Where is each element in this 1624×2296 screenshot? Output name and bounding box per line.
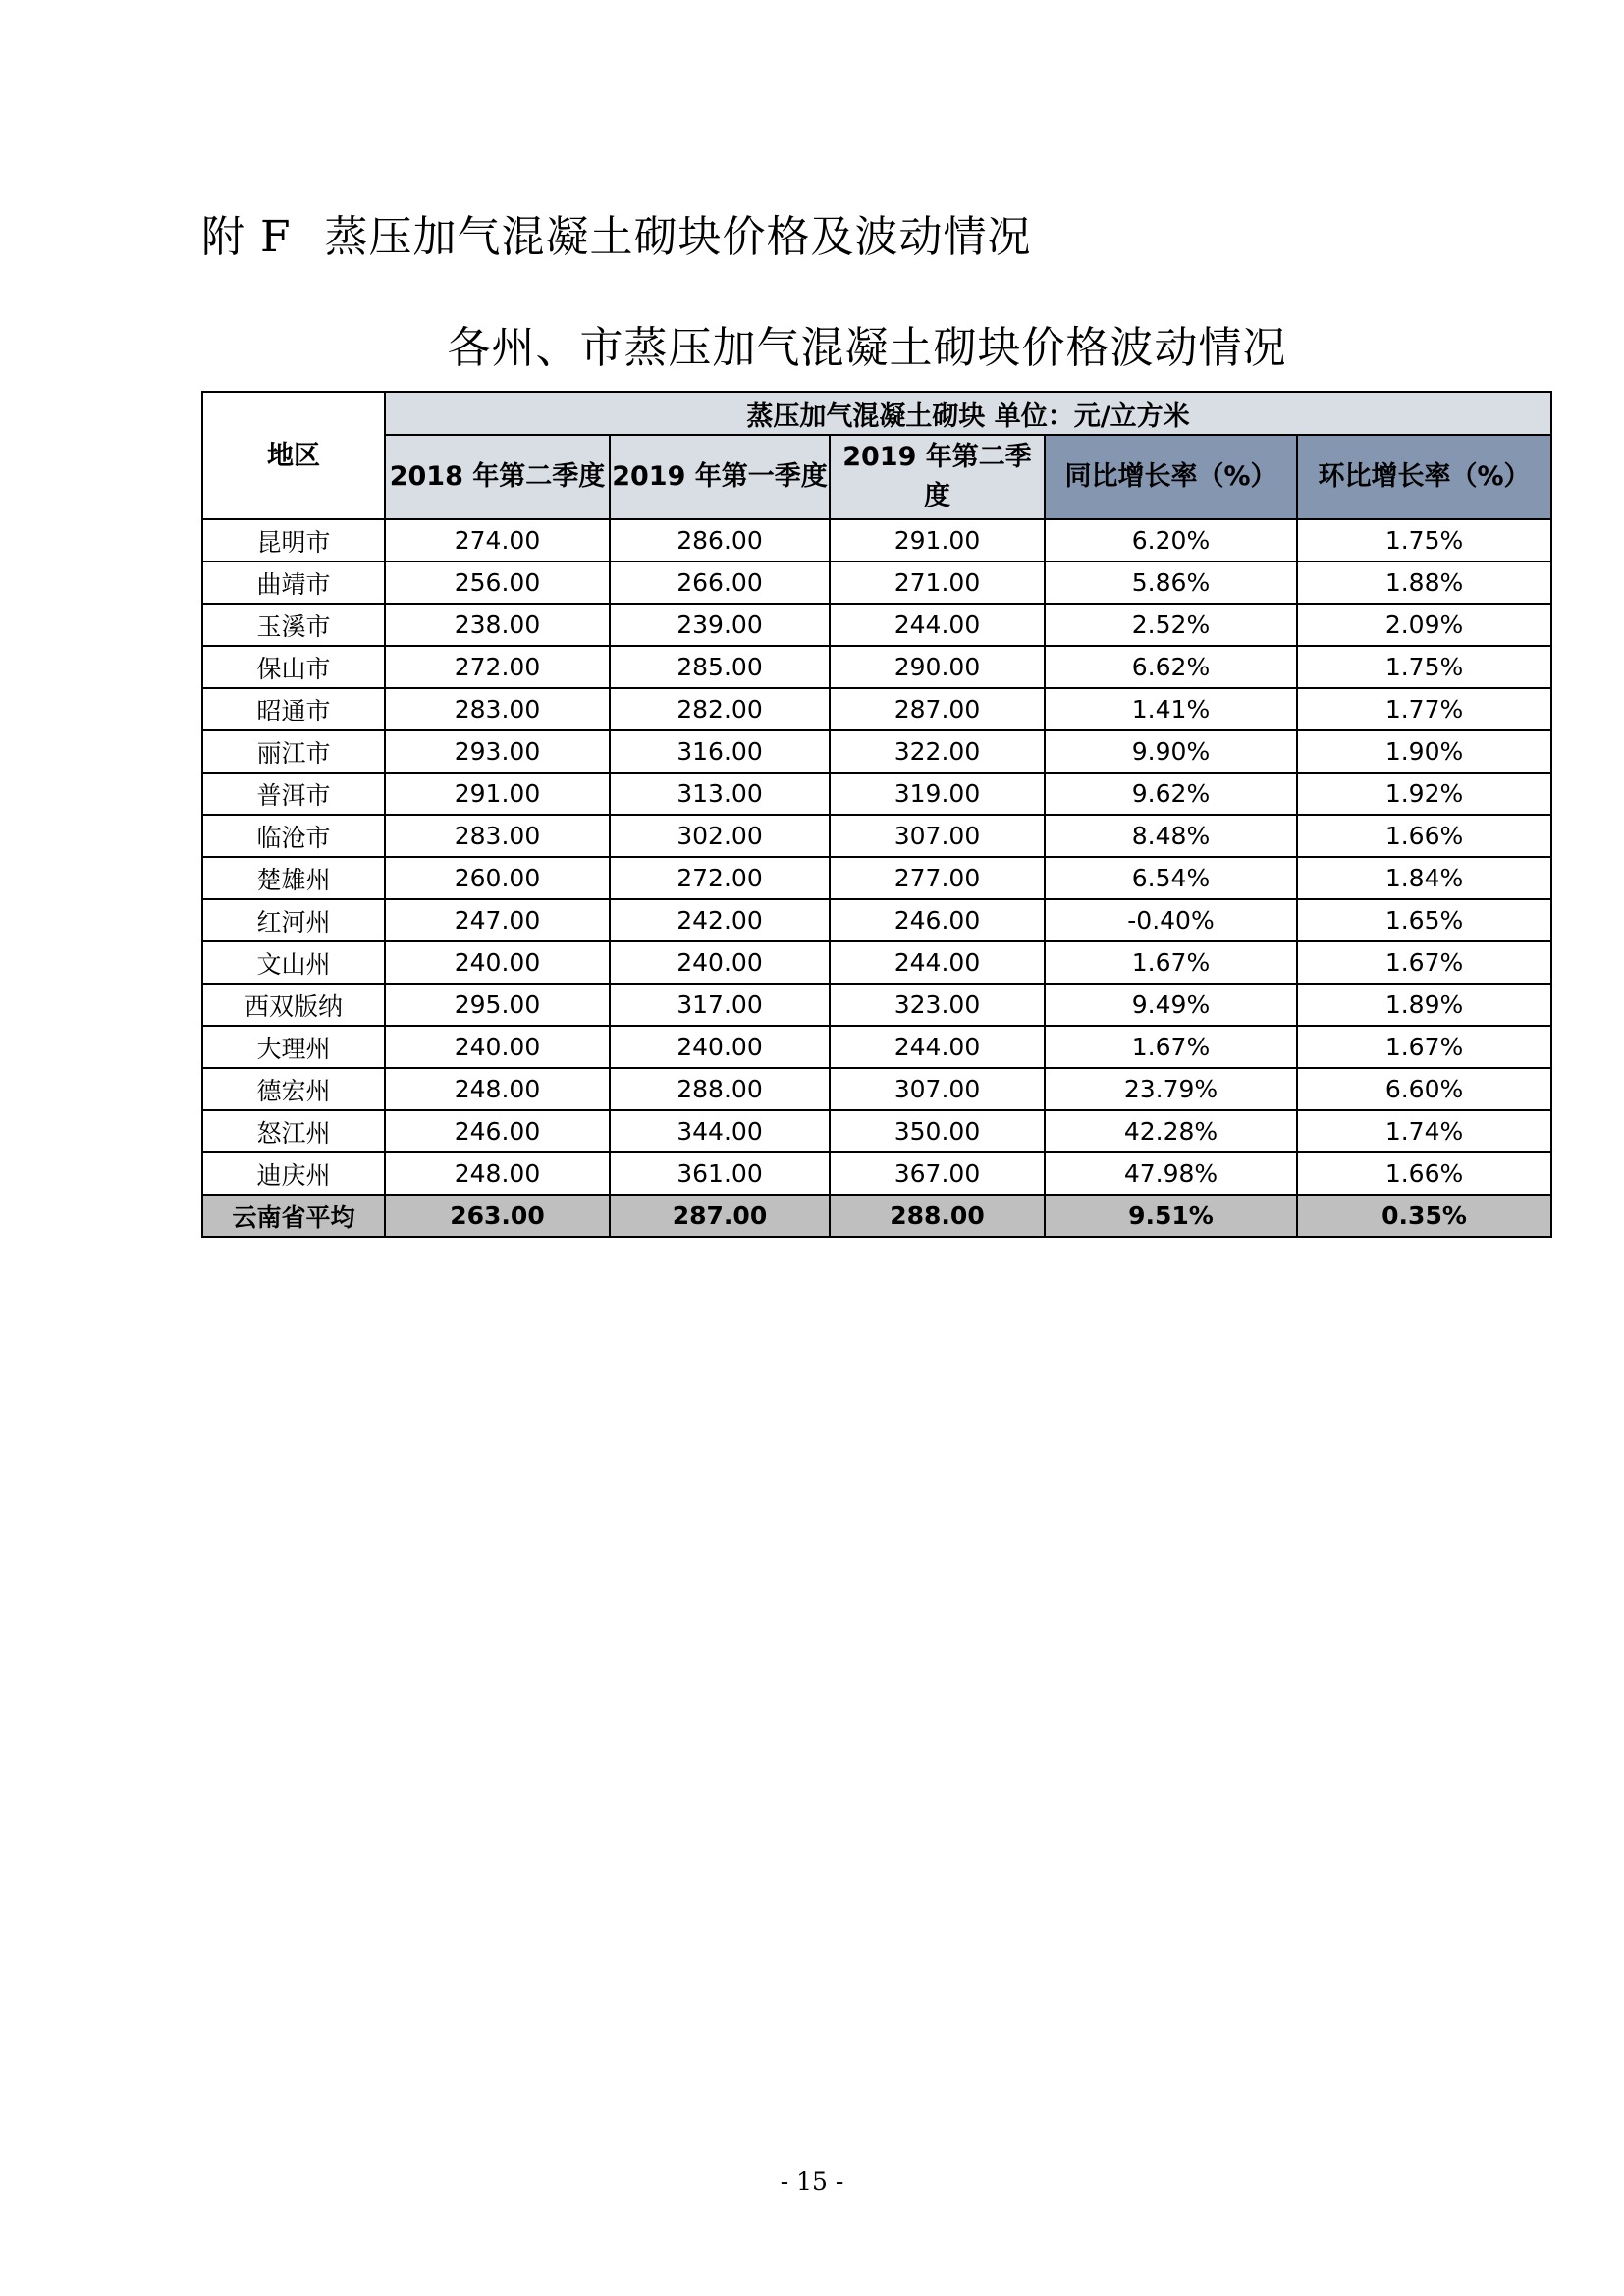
region-cell: 临沧市 — [202, 815, 385, 857]
qoq-rate-cell: 1.92% — [1297, 773, 1551, 815]
price-2018-q2-cell: 248.00 — [385, 1068, 610, 1110]
price-2019-q2-cell: 244.00 — [830, 604, 1045, 646]
qoq-rate-cell: 1.90% — [1297, 730, 1551, 773]
table-row — [202, 1068, 1551, 1110]
column-header-2019-q2: 2019 年第二季度 — [830, 435, 1045, 519]
qoq-rate-cell: 1.77% — [1297, 688, 1551, 730]
table-row — [202, 1110, 1551, 1152]
table-row — [202, 773, 1551, 815]
price-2019-q1-cell: 288.00 — [610, 1068, 830, 1110]
price-2018-q2-cell: 272.00 — [385, 646, 610, 688]
appendix-label: 附 F — [201, 212, 292, 262]
price-2019-q1-cell: 361.00 — [610, 1152, 830, 1195]
price-2018-q2-cell: 283.00 — [385, 688, 610, 730]
price-2019-q2-cell: 350.00 — [830, 1110, 1045, 1152]
average-qoq: 0.35% — [1297, 1195, 1551, 1237]
region-column-header: 地区 — [202, 392, 385, 519]
qoq-rate-cell: 2.09% — [1297, 604, 1551, 646]
yoy-rate-cell: -0.40% — [1045, 899, 1297, 941]
yoy-rate-cell: 6.62% — [1045, 646, 1297, 688]
table-row — [202, 688, 1551, 730]
column-header-2019-q1: 2019 年第一季度 — [610, 435, 830, 519]
table-row — [202, 730, 1551, 773]
price-2019-q2-cell: 244.00 — [830, 941, 1045, 984]
table-row — [202, 941, 1551, 984]
region-cell: 丽江市 — [202, 730, 385, 773]
price-2018-q2-cell: 246.00 — [385, 1110, 610, 1152]
table-row — [202, 857, 1551, 899]
table-body — [202, 519, 1551, 1195]
price-2019-q1-cell: 266.00 — [610, 561, 830, 604]
qoq-rate-cell: 1.84% — [1297, 857, 1551, 899]
price-2019-q1-cell: 286.00 — [610, 519, 830, 561]
price-2019-q1-cell: 242.00 — [610, 899, 830, 941]
price-2018-q2-cell: 240.00 — [385, 1026, 610, 1068]
yoy-rate-cell: 9.62% — [1045, 773, 1297, 815]
price-2019-q2-cell: 322.00 — [830, 730, 1045, 773]
page-number: - 15 - — [780, 2167, 844, 2196]
table-row — [202, 561, 1551, 604]
region-cell: 楚雄州 — [202, 857, 385, 899]
price-2019-q2-cell: 290.00 — [830, 646, 1045, 688]
yoy-rate-cell: 1.67% — [1045, 1026, 1297, 1068]
yoy-rate-cell: 9.49% — [1045, 984, 1297, 1026]
qoq-rate-cell: 1.67% — [1297, 1026, 1551, 1068]
table-row — [202, 815, 1551, 857]
yoy-rate-cell: 23.79% — [1045, 1068, 1297, 1110]
price-2019-q2-cell: 323.00 — [830, 984, 1045, 1026]
average-region: 云南省平均 — [202, 1195, 385, 1237]
price-2018-q2-cell: 240.00 — [385, 941, 610, 984]
price-2019-q1-cell: 313.00 — [610, 773, 830, 815]
price-2019-q1-cell: 302.00 — [610, 815, 830, 857]
region-cell: 昆明市 — [202, 519, 385, 561]
price-2018-q2-cell: 274.00 — [385, 519, 610, 561]
qoq-rate-cell: 1.89% — [1297, 984, 1551, 1026]
region-cell: 昭通市 — [202, 688, 385, 730]
column-header-qoq: 环比增长率（%） — [1297, 435, 1551, 519]
qoq-rate-cell: 1.88% — [1297, 561, 1551, 604]
table-caption-text: 各州、市蒸压加气混凝土砌块价格波动情况 — [447, 323, 1287, 373]
table-row — [202, 1152, 1551, 1195]
price-2019-q1-cell: 272.00 — [610, 857, 830, 899]
region-cell: 文山州 — [202, 941, 385, 984]
qoq-rate-cell: 6.60% — [1297, 1068, 1551, 1110]
price-2019-q2-cell: 287.00 — [830, 688, 1045, 730]
column-header-2018-q2: 2018 年第二季度 — [385, 435, 610, 519]
price-2019-q2-cell: 291.00 — [830, 519, 1045, 561]
qoq-rate-cell: 1.75% — [1297, 646, 1551, 688]
region-cell: 保山市 — [202, 646, 385, 688]
price-2019-q2-cell: 244.00 — [830, 1026, 1045, 1068]
price-2019-q2-cell: 319.00 — [830, 773, 1045, 815]
table-row — [202, 519, 1551, 561]
price-2019-q2-cell: 307.00 — [830, 815, 1045, 857]
appendix-title: 蒸压加气混凝土砌块价格及波动情况 — [324, 212, 1032, 262]
column-header-yoy: 同比增长率（%） — [1045, 435, 1297, 519]
price-2019-q1-cell: 240.00 — [610, 941, 830, 984]
price-2019-q1-cell: 285.00 — [610, 646, 830, 688]
price-2018-q2-cell: 256.00 — [385, 561, 610, 604]
yoy-rate-cell: 1.41% — [1045, 688, 1297, 730]
average-2019-q1: 287.00 — [610, 1195, 830, 1237]
region-cell: 玉溪市 — [202, 604, 385, 646]
region-cell: 大理州 — [202, 1026, 385, 1068]
price-2018-q2-cell: 247.00 — [385, 899, 610, 941]
price-2018-q2-cell: 283.00 — [385, 815, 610, 857]
qoq-rate-cell: 1.66% — [1297, 815, 1551, 857]
price-2019-q1-cell: 317.00 — [610, 984, 830, 1026]
yoy-rate-cell: 6.54% — [1045, 857, 1297, 899]
qoq-rate-cell: 1.75% — [1297, 519, 1551, 561]
yoy-rate-cell: 5.86% — [1045, 561, 1297, 604]
table-row — [202, 984, 1551, 1026]
region-cell: 西双版纳 — [202, 984, 385, 1026]
region-cell: 红河州 — [202, 899, 385, 941]
region-cell: 曲靖市 — [202, 561, 385, 604]
price-2019-q1-cell: 316.00 — [610, 730, 830, 773]
price-2019-q1-cell: 282.00 — [610, 688, 830, 730]
yoy-rate-cell: 1.67% — [1045, 941, 1297, 984]
average-2019-q2: 288.00 — [830, 1195, 1045, 1237]
yoy-rate-cell: 6.20% — [1045, 519, 1297, 561]
region-cell: 怒江州 — [202, 1110, 385, 1152]
table-caption — [0, 312, 1624, 375]
price-2018-q2-cell: 291.00 — [385, 773, 610, 815]
price-2019-q2-cell: 271.00 — [830, 561, 1045, 604]
price-2018-q2-cell: 293.00 — [385, 730, 610, 773]
price-2019-q2-cell: 246.00 — [830, 899, 1045, 941]
region-cell: 德宏州 — [202, 1068, 385, 1110]
appendix-heading — [201, 201, 1032, 264]
material-unit-header: 蒸压加气混凝土砌块 单位：元/立方米 — [385, 392, 1551, 435]
price-2019-q1-cell: 239.00 — [610, 604, 830, 646]
price-2018-q2-cell: 238.00 — [385, 604, 610, 646]
yoy-rate-cell: 47.98% — [1045, 1152, 1297, 1195]
price-2019-q2-cell: 277.00 — [830, 857, 1045, 899]
price-2018-q2-cell: 248.00 — [385, 1152, 610, 1195]
price-table — [201, 391, 1552, 1238]
price-2018-q2-cell: 295.00 — [385, 984, 610, 1026]
yoy-rate-cell: 9.90% — [1045, 730, 1297, 773]
average-2018-q2: 263.00 — [385, 1195, 610, 1237]
qoq-rate-cell: 1.74% — [1297, 1110, 1551, 1152]
yoy-rate-cell: 8.48% — [1045, 815, 1297, 857]
region-cell: 迪庆州 — [202, 1152, 385, 1195]
price-2019-q2-cell: 367.00 — [830, 1152, 1045, 1195]
qoq-rate-cell: 1.66% — [1297, 1152, 1551, 1195]
yoy-rate-cell: 42.28% — [1045, 1110, 1297, 1152]
table-row — [202, 899, 1551, 941]
region-cell: 普洱市 — [202, 773, 385, 815]
price-2019-q1-cell: 240.00 — [610, 1026, 830, 1068]
table-row — [202, 646, 1551, 688]
average-yoy: 9.51% — [1045, 1195, 1297, 1237]
price-2019-q1-cell: 344.00 — [610, 1110, 830, 1152]
price-2018-q2-cell: 260.00 — [385, 857, 610, 899]
yoy-rate-cell: 2.52% — [1045, 604, 1297, 646]
qoq-rate-cell: 1.67% — [1297, 941, 1551, 984]
table-row — [202, 604, 1551, 646]
table-row — [202, 1026, 1551, 1068]
price-2019-q2-cell: 307.00 — [830, 1068, 1045, 1110]
qoq-rate-cell: 1.65% — [1297, 899, 1551, 941]
average-row — [202, 1195, 1551, 1237]
